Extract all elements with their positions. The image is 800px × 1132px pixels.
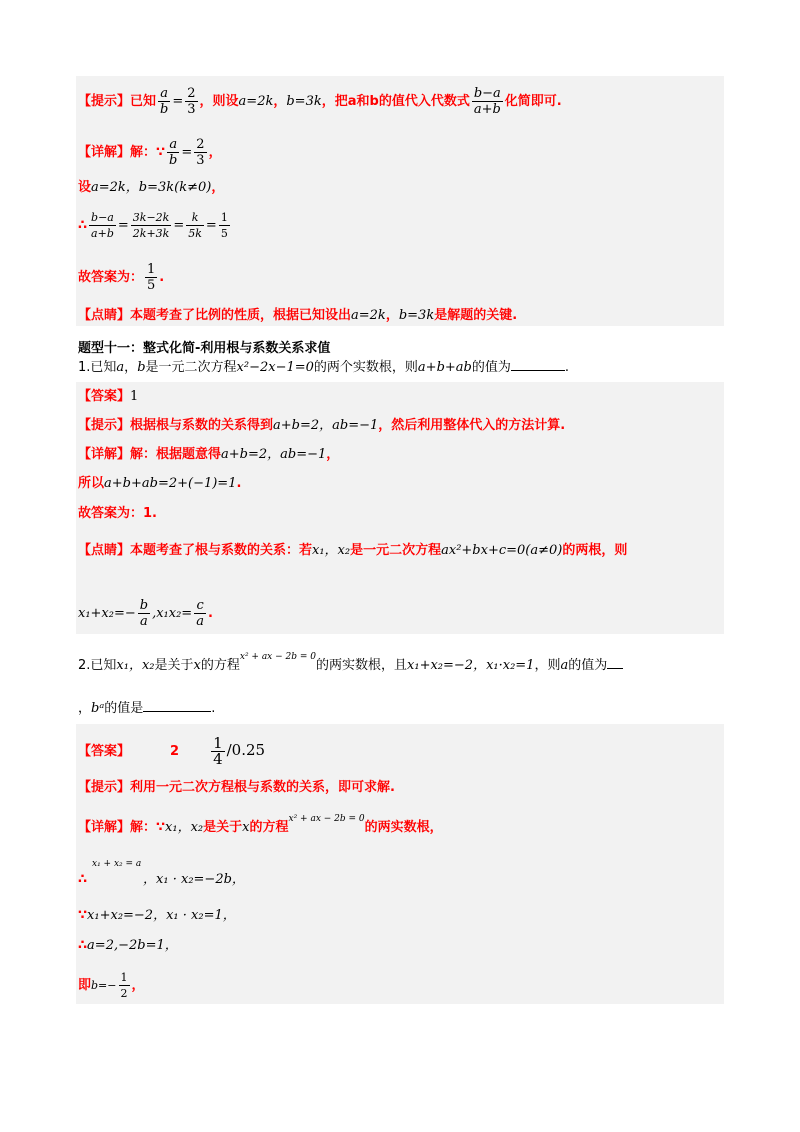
detail-line: 【详解】解：∵ $\frac{a}{b}$ = $\frac{2}{3}$ ， [78, 137, 222, 168]
therefore-line-q2-b: ∴a=2,−2b=1， [78, 938, 178, 953]
question-2-stem-line2: ，bᵃ的值是 . [78, 701, 216, 716]
answer-line-q2: 【答案】 2 $\frac{1}{4}$ /0.25 [78, 734, 266, 768]
hint-line-q2: 【提示】利用一元二次方程根与系数的关系，即可求解. [78, 780, 395, 795]
section-title: 题型十一：整式化简-利用根与系数关系求值 [78, 341, 331, 356]
because-line-q2: ∵x₁+x₂=−2，x₁ · x₂=1， [78, 908, 236, 923]
detail-line-q2: 【详解】解：∵x₁，x₂是关于x的方程$^{x^2 + ax - 2b = 0}$的两实数根， [78, 814, 443, 835]
therefore-line-q2: ∴ ，x₁ · x₂=−2b， [78, 872, 245, 887]
answer-blank [607, 656, 623, 669]
fraction-b-minus-a: $\frac{b-a}{a+b}$ [473, 86, 501, 117]
answer-blank [511, 358, 565, 371]
question-1-stem: 1.已知a，b是一元二次方程x²−2x−1=0的两个实数根，则a+b+ab的值为 . [78, 360, 570, 375]
answer-label-q1: 【答案】1 [78, 389, 139, 404]
comment-line-q1: 【点睛】本题考查了根与系数的关系：若x₁，x₂是一元二次方程ax²+bx+c=0(a≠0)的两根，则 [78, 543, 628, 558]
set-line: 设a=2k，b=3k(k≠0)， [78, 180, 225, 195]
hint-line-q1: 【提示】根据根与系数的关系得到a+b=2，ab=−1，然后利用整体代入的方法计算. [78, 418, 566, 433]
detail-line-q1: 【详解】解：根据题意得a+b=2，ab=−1， [78, 447, 340, 462]
answer-blank [143, 699, 211, 712]
hint-line: 【提示】已知 $\frac{a}{b}$ = $\frac{2}{3}$ ，则设a=2k，b=3k，把a和b的值代入代数式 $\frac{b-a}{a+b}$ 化简即可. [78, 86, 562, 117]
comment-line-1: 【点睛】本题考查了比例的性质，根据已知设出a=2k，b=3k是解题的关键. [78, 308, 518, 323]
calc-line: ∴ $\frac{b-a}{a+b}$ = $\frac{3k-2k}{2k+3k}$ = $\frac{k}{5k}$ = $\frac{1}{5}$ [78, 211, 228, 240]
ji-line-q2: 即b=− $\frac{1}{2}$ ， [78, 971, 145, 1000]
so-line-q1: 所以a+b+ab=2+(−1)=1. [78, 476, 242, 491]
fraction-2-3: $\frac{2}{3}$ [187, 86, 196, 117]
answer-line-1: 故答案为： $\frac{1}{5}$ . [78, 262, 165, 293]
hint-label: 【提示】已知 [78, 94, 157, 109]
small-sum-note: x₁ + x₂ = a [92, 859, 142, 869]
final-answer-q1: 故答案为：1. [78, 506, 157, 521]
question-2-stem: 2.已知x₁，x₂是关于x的方程$^{x^2 + ax - 2b = 0}$的两实数根，且x₁+x₂=−2，x₁·x₂=1，则a的值为 [78, 656, 623, 675]
fraction-a-over-b: $\frac{a}{b}$ [160, 86, 169, 117]
vieta-formula: x₁+x₂=− $\frac{b}{a}$ ,x₁x₂= $\frac{c}{a}$ . [78, 598, 213, 629]
